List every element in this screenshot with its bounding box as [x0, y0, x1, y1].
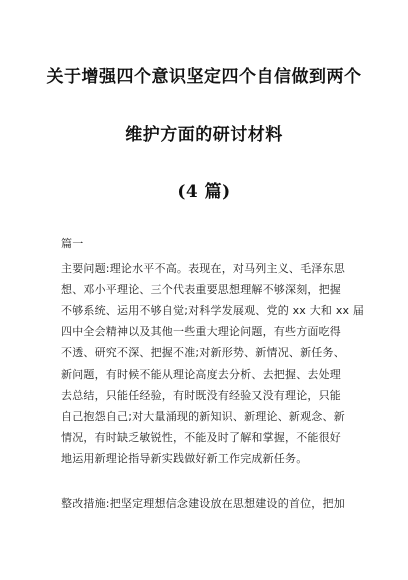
- body-line: 想、邓小平理论、三个代表重要思想理解不够深刻，把握: [61, 283, 341, 296]
- body-line: 情况，有时缺乏敏锐性，不能及时了解和掌握，不能很好: [61, 431, 341, 444]
- body-line: 不够系统、运用不够自觉;对科学发展观、党的 xx 大和 xx 届: [61, 304, 365, 317]
- section-heading: 篇一: [61, 237, 84, 250]
- document-title-line1: 关于增强四个意识坚定四个自信做到两个: [46, 67, 362, 87]
- body-line: 不透、研究不深、把握不准;对新形势、新情况、新任务、: [61, 346, 345, 359]
- body-line: 自己抱怨自己;对大量涌现的新知识、新理论、新观念、新: [61, 410, 345, 423]
- body-line: 四中全会精神以及其他一些重大理论问题，有些方面吃得: [61, 325, 341, 338]
- document-count-label: (4 篇): [177, 182, 231, 202]
- rectification-line: 整改措施:把坚定理想信念建设放在思想建设的首位，把加: [61, 497, 345, 510]
- body-line: 主要问题:理论水平不高。表现在，对马列主义、毛泽东思: [61, 262, 345, 275]
- document-title-line2: 维护方面的研讨材料: [125, 125, 283, 145]
- body-line: 地运用新理论指导新实践做好新工作完成新任务。: [61, 452, 308, 465]
- body-line: 去总结，只能任经验，有时既没有经验又没有理论，只能: [61, 389, 341, 402]
- body-line: 新问题，有时候不能从理论高度去分析、去把握、去处理: [61, 368, 341, 381]
